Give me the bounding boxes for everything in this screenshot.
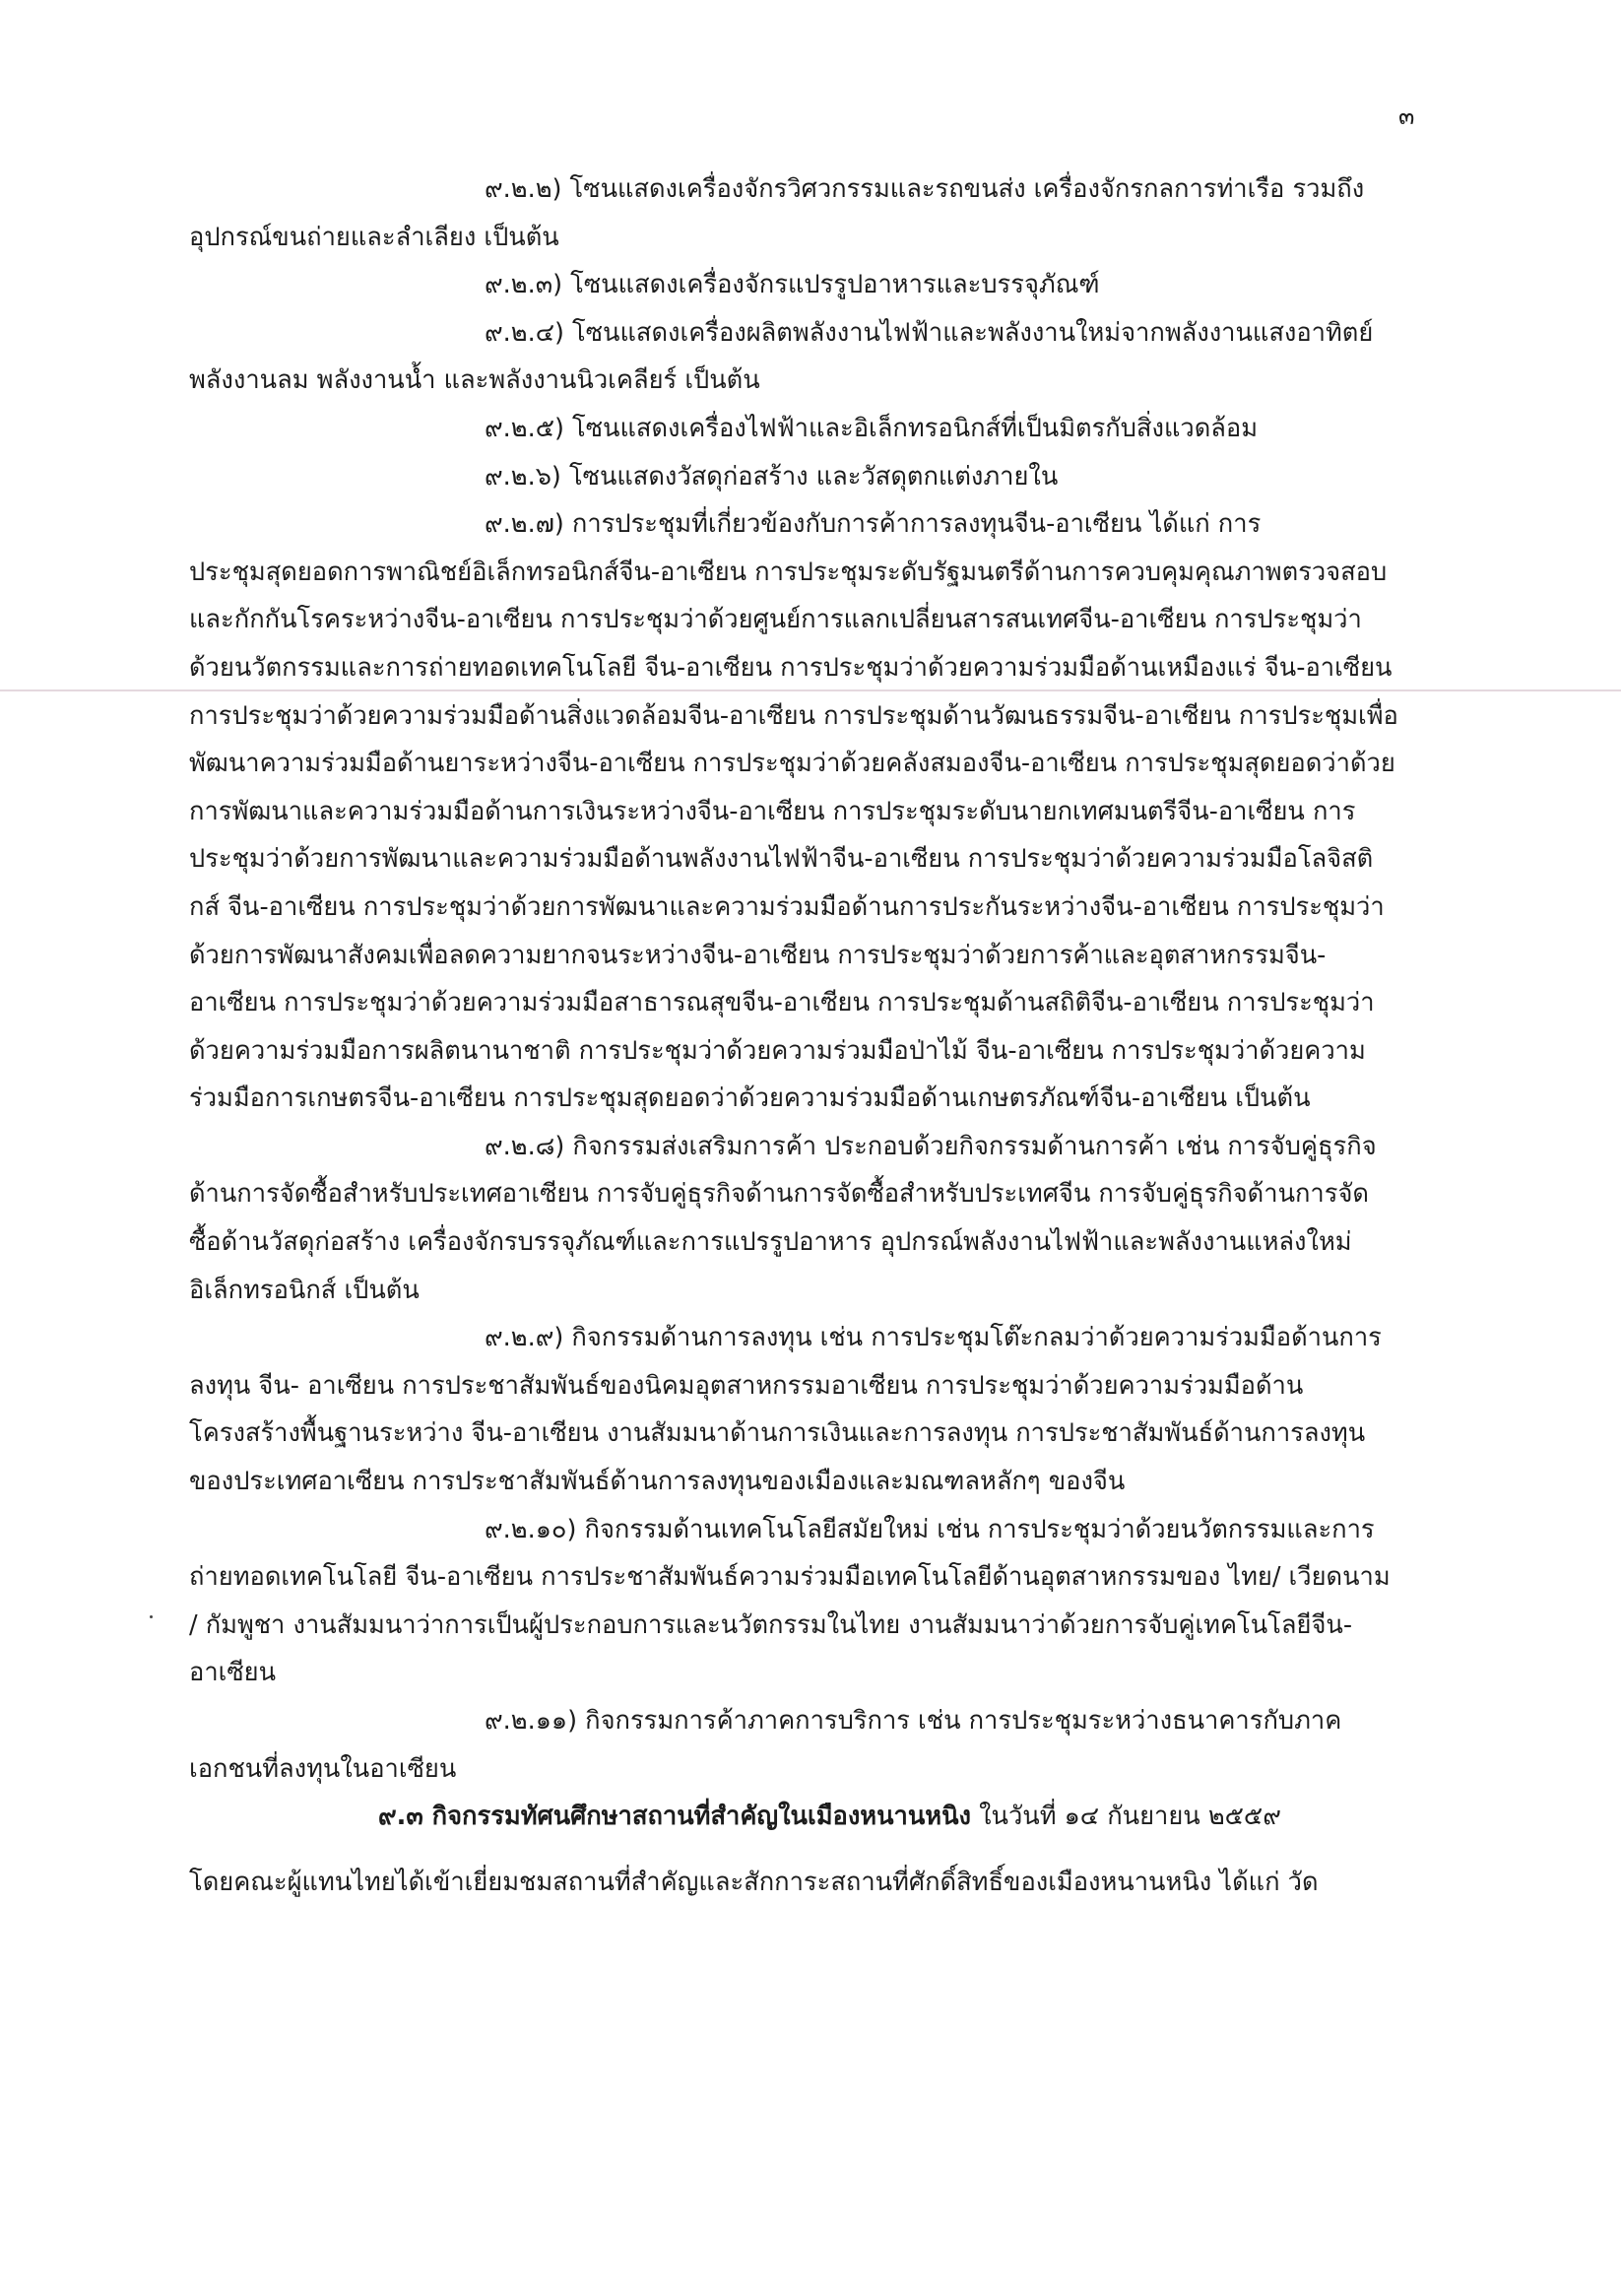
paragraph-9-2-5: ๙.๒.๕) โซนแสดงเครื่องไฟฟ้าและอิเล็กทรอนิกส์ที่เป็นมิตรกับสิ่งแวดล้อม [485,413,1259,443]
section-heading-9-3 [189,1793,1398,1841]
document-body [189,165,1398,1906]
scan-speck [150,1615,153,1618]
page-number: ๓ [1398,102,1415,130]
paragraph-9-2-9: ๙.๒.๙) กิจกรรมด้านการลงทุน เช่น การประชุมโต๊ะกลมว่าด้วยความร่วมมือด้านการลงทุน จีน- อาเซียน การประชาสัมพันธ์ของนิคมอุตสาหกรรมอาเซียน การประชุมว่าด้วยความร่วมมือด้านโครงสร้างพื้นฐานระหว่าง จีน-อาเซียน งานสัมมนาด้านการเงินและการลงทุน การประชาสัมพันธ์ด้านการลงทุนของประเทศอาเซียน การประชาสัมพันธ์ด้านการลงทุนของเมืองและมณฑลหลักๆ ของจีน [189,1323,1382,1497]
paragraph-9-2-7: ๙.๒.๗) การประชุมที่เกี่ยวข้องกับการค้าการลงทุนจีน-อาเซียน ได้แก่ การประชุมสุดยอดการพาณิชย์อิเล็กทรอนิกส์จีน-อาเซียน การประชุมระดับรัฐมนตรีด้านการควบคุมคุณภาพตรวจสอบและกักกันโรคระหว่างจีน-อาเซียน การประชุมว่าด้วยศูนย์การแลกเปลี่ยนสารสนเทศจีน-อาเซียน การประชุมว่าด้วยนวัตกรรมและการถ่ายทอดเทคโนโลยี จีน-อาเซียน การประชุมว่าด้วยความร่วมมือด้านเหมืองแร่ จีน-อาเซียน การประชุมว่าด้วยความร่วมมือด้านสิ่งแวดล้อมจีน-อาเซียน การประชุมด้านวัฒนธรรมจีน-อาเซียน การประชุมเพื่อพัฒนาความร่วมมือด้านยาระหว่างจีน-อาเซียน การประชุมว่าด้วยคลังสมองจีน-อาเซียน การประชุมสุดยอดว่าด้วยการพัฒนาและความร่วมมือด้านการเงินระหว่างจีน-อาเซียน การประชุมระดับนายกเทศมนตรีจีน-อาเซียน การประชุมว่าด้วยการพัฒนาและความร่วมมือด้านพลังงานไฟฟ้าจีน-อาเซียน การประชุมว่าด้วยความร่วมมือโลจิสติกส์ จีน-อาเซียน การประชุมว่าด้วยการพัฒนาและความร่วมมือด้านการประกันระหว่างจีน-อาเซียน การประชุมว่าด้วยการพัฒนาสังคมเพื่อลดความยากจนระหว่างจีน-อาเซียน การประชุมว่าด้วยการค้าและอุตสาหกรรมจีน-อาเซียน การประชุมว่าด้วยความร่วมมือสาธารณสุขจีน-อาเซียน การประชุมด้านสถิติจีน-อาเซียน การประชุมว่าด้วยความร่วมมือการผลิตนานาชาติ การประชุมว่าด้วยความร่วมมือป่าไม้ จีน-อาเซียน การประชุมว่าด้วยความร่วมมือการเกษตรจีน-อาเซียน การประชุมสุดยอดว่าด้วยความร่วมมือด้านเกษตรภัณฑ์จีน-อาเซียน เป็นต้น [189,509,1398,1114]
paragraph-9-2-6: ๙.๒.๖) โซนแสดงวัสดุก่อสร้าง และวัสดุตกแต่งภายใน [485,461,1059,492]
paragraph-9-2-11: ๙.๒.๑๑) กิจกรรมการค้าภาคการบริการ เช่น การประชุมระหว่างธนาคารกับภาคเอกชนที่ลงทุนในอาเซียน [189,1706,1342,1784]
paragraph-9-2-10: ๙.๒.๑๐) กิจกรรมด้านเทคโนโลยีสมัยใหม่ เช่น การประชุมว่าด้วยนวัตกรรมและการถ่ายทอดเทคโนโลยี จีน-อาเซียน การประชาสัมพันธ์ความร่วมมือเทคโนโลยีด้านอุตสาหกรรมของ ไทย/ เวียดนาม / กัมพูชา งานสัมมนาว่าการเป็นผู้ประกอบการและนวัตกรรมในไทย งานสัมมนาว่าด้วยการจับคู่เทคโนโลยีจีน-อาเซียน [189,1514,1391,1688]
paragraph-9-2-8: ๙.๒.๘) กิจกรรมส่งเสริมการค้า ประกอบด้วยกิจกรรมด้านการค้า เช่น การจับคู่ธุรกิจด้านการจัดซื้อสำหรับประเทศอาเซียน การจับคู่ธุรกิจด้านการจัดซื้อสำหรับประเทศจีน การจับคู่ธุรกิจด้านการจัดซื้อด้านวัสดุก่อสร้าง เครื่องจักรบรรจุภัณฑ์และการแปรรูปอาหาร อุปกรณ์พลังงานไฟฟ้าและพลังงานแหล่งใหม่ อิเล็กทรอนิกส์ เป็นต้น [189,1131,1377,1305]
section-heading-bold: ๙.๓ กิจกรรมทัศนศึกษาสถานที่สำคัญในเมืองหนานหนิง [378,1802,971,1832]
paragraph-9-2-3: ๙.๒.๓) โซนแสดงเครื่องจักรแปรรูปอาหารและบรรจุภัณฑ์ [485,270,1100,300]
paragraph-9-2-2: ๙.๒.๒) โซนแสดงเครื่องจักรวิศวกรรมและรถขนส่ง เครื่องจักรกลการท่าเรือ รวมถึงอุปกรณ์ขนถ่ายและลำเลียง เป็นต้น [189,174,1365,252]
closing-paragraph: โดยคณะผู้แทนไทยได้เข้าเยี่ยมชมสถานที่สำคัญและสักการะสถานที่ศักดิ์สิทธิ์ของเมืองหนานหนิง ได้แก่ วัด [189,1867,1319,1897]
section-heading-date: ในวันที่ ๑๔ กันยายน ๒๕๕๙ [970,1802,1281,1832]
paragraph-9-2-4: ๙.๒.๔) โซนแสดงเครื่องผลิตพลังงานไฟฟ้าและพลังงานใหม่จากพลังงานแสงอาทิตย์ พลังงานลม พลังงานน้ำ และพลังงานนิวเคลียร์ เป็นต้น [189,317,1374,396]
